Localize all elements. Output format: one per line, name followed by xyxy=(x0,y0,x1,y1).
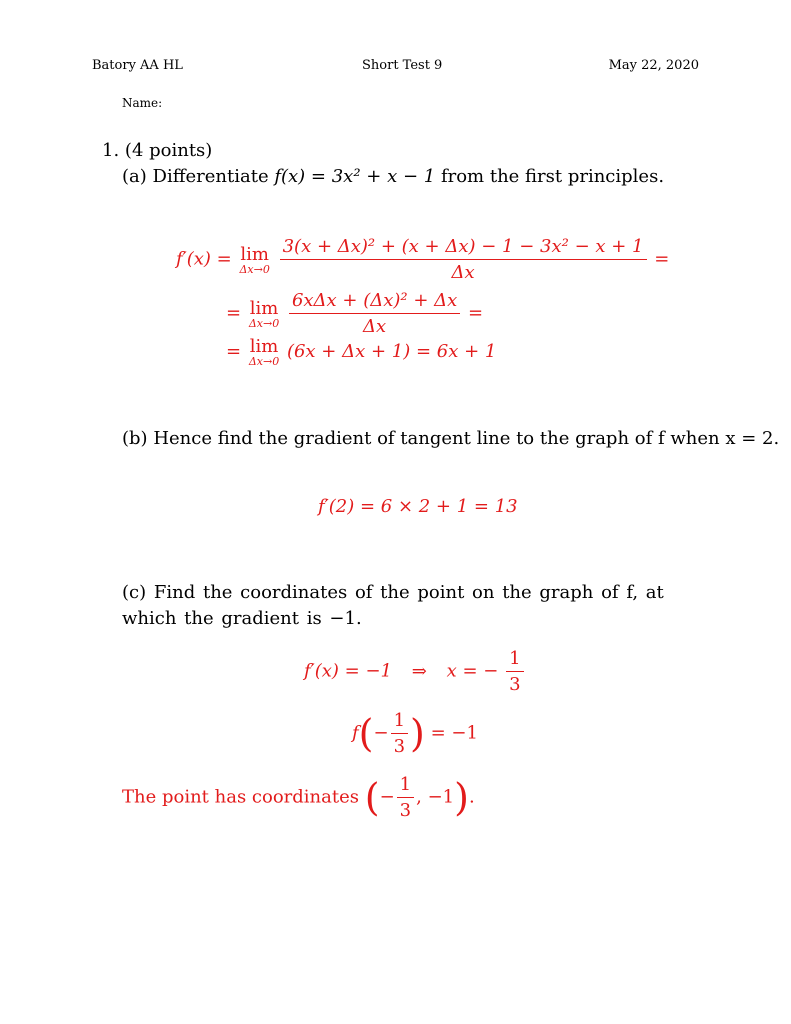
fraction-denominator: 3 xyxy=(509,674,521,695)
limit-operator xyxy=(239,244,269,276)
part-c-prompt xyxy=(122,580,702,632)
lim-word: lim xyxy=(249,336,279,357)
coordinate-y: , −1 xyxy=(416,786,455,808)
right-paren: ) xyxy=(454,775,469,820)
limit-operator xyxy=(249,298,279,330)
derivative-equation: f′(x) = −1 xyxy=(304,660,393,682)
part-a-answer-line1 xyxy=(176,236,669,283)
fraction-line1 xyxy=(280,236,647,283)
question-points: (4 points) xyxy=(124,140,213,161)
lim-subscript: Δx→0 xyxy=(248,316,280,330)
left-paren: ( xyxy=(364,775,380,820)
period: . xyxy=(468,786,475,808)
header-test-title: Short Test 9 xyxy=(362,58,443,73)
fraction-numerator: 1 xyxy=(506,648,523,672)
lim-subscript: Δx→0 xyxy=(248,355,280,368)
function-f: f xyxy=(352,722,359,744)
part-c-prompt-text: Find the coordinates of the point on the graph of f, at which the gradient is −1. xyxy=(122,582,664,630)
implies-arrow: ⇒ xyxy=(411,660,427,682)
equals-sign: = xyxy=(468,302,484,324)
question-heading xyxy=(102,140,212,161)
lim-word: lim xyxy=(240,243,269,265)
fraction-line1-numerator: 3(x + Δx)² + (x + Δx) − 1 − 3x² − x + 1 xyxy=(280,236,647,260)
lim-word: lim xyxy=(249,297,279,319)
part-a-label: (a) xyxy=(122,166,147,187)
part-a-lhs: f′(x) = xyxy=(176,248,232,270)
equals-sign: = xyxy=(654,248,670,270)
part-a-prompt-pre: Differentiate xyxy=(152,166,269,187)
part-b-answer: f′(2) = 6 × 2 + 1 = 13 xyxy=(318,496,518,517)
part-a-function: f(x) = 3x² + x − 1 xyxy=(274,166,436,187)
fraction-one-third xyxy=(506,648,523,695)
left-paren: ( xyxy=(358,711,374,756)
function-value: = −1 xyxy=(430,722,478,744)
part-a-answer-line3 xyxy=(226,336,496,368)
fraction-line2 xyxy=(289,290,460,337)
part-a-prompt-post: from the first principles. xyxy=(440,166,665,187)
part-b-label: (b) xyxy=(122,428,148,449)
equals-sign: = xyxy=(226,341,242,362)
equals-sign: = xyxy=(226,302,242,324)
fraction-numerator: 1 xyxy=(397,774,414,798)
header-date: May 22, 2020 xyxy=(608,58,699,73)
fraction-denominator: 3 xyxy=(399,800,412,821)
conclusion-text: The point has coordinates xyxy=(122,786,360,808)
line3-body: (6x + Δx + 1) = 6x + 1 xyxy=(286,341,497,362)
part-c-conclusion xyxy=(122,774,475,821)
part-b-prompt-text: Hence find the gradient of tangent line to the graph of f when x = 2. xyxy=(153,428,780,449)
right-paren: ) xyxy=(410,711,425,756)
lim-subscript: Δx→0 xyxy=(239,262,270,276)
minus-sign: − xyxy=(379,786,395,808)
fraction-one-third xyxy=(397,774,414,821)
fraction-line2-numerator: 6xΔx + (Δx)² + Δx xyxy=(289,290,460,314)
fraction-line2-denominator: Δx xyxy=(363,316,387,337)
limit-operator xyxy=(249,336,279,368)
name-label: Name: xyxy=(122,96,163,110)
part-a-prompt xyxy=(122,164,664,190)
header-course: Batory AA HL xyxy=(92,58,183,73)
part-c-answer-line2 xyxy=(352,710,478,757)
fraction-numerator: 1 xyxy=(391,710,408,734)
x-value-pre: x = − xyxy=(446,660,499,682)
fraction-denominator: 3 xyxy=(393,736,406,757)
part-c-answer-line1 xyxy=(304,648,526,695)
question-number: 1. xyxy=(102,140,120,161)
part-b-prompt xyxy=(122,426,779,452)
part-a-answer-line2 xyxy=(226,290,483,337)
fraction-one-third xyxy=(391,710,408,757)
fraction-line1-denominator: Δx xyxy=(451,262,475,283)
minus-sign: − xyxy=(373,722,389,744)
part-c-label: (c) xyxy=(122,582,147,603)
